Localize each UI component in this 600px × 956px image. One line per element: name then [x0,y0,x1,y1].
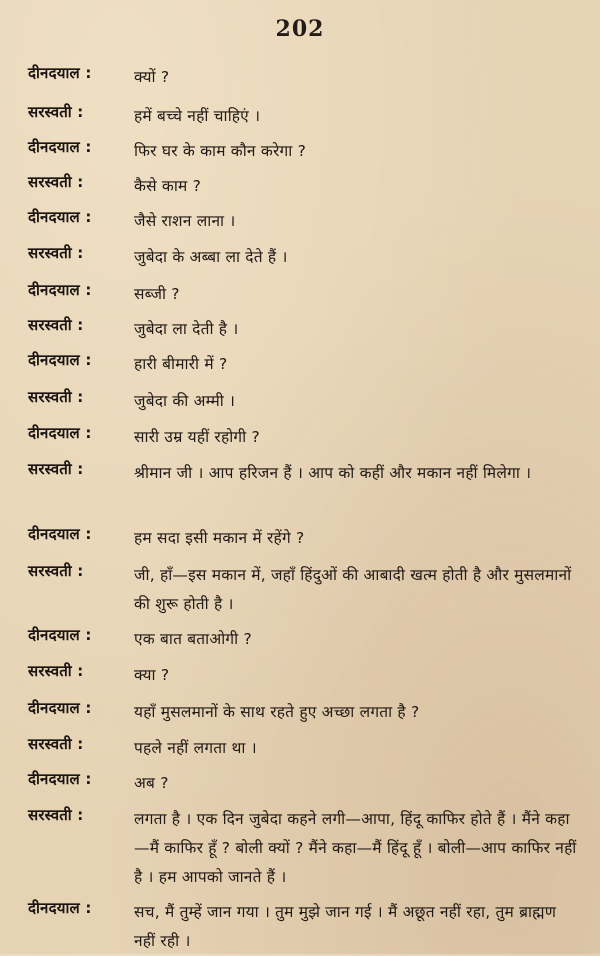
speaker-name: दीनदयाल : [28,626,92,644]
speech-text: लगता है । एक दिन जुबेदा कहने लगी—आपा, हिंदू काफिर होते हैं । मैंने कहा—मैं काफिर हूँ ? बोली क्यों ? मैंने कहा—मैं हिंदू हूँ । बोली—आप काफिर नहीं है । हम आपको जानते हैं । [134,810,577,886]
speaker-name: सरस्वती : [28,103,84,121]
speaker-name: दीनदयाल : [28,699,92,717]
speech-text: हम सदा इसी मकान में रहेंगे ? [134,529,305,547]
speaker-name: दीनदयाल : [28,525,92,543]
speaker-name: दीनदयाल : [28,899,92,917]
speaker-name: दीनदयाल : [28,208,92,226]
speaker-name: दीनदयाल : [28,138,92,156]
speech-text: सच, मैं तुम्हें जान गया । तुम मुझे जान गई । मैं अछूत नहीं रहा, तुम ब्राह्मण नहीं रही । [134,903,557,950]
speech-text: हारी बीमारी में ? [134,355,228,373]
speech-text: जुबेदा ला देती है । [134,320,239,338]
speech-text: सारी उम्र यहीं रहोगी ? [134,428,260,446]
speech-text: फिर घर के काम कौन करेगा ? [134,142,306,160]
speaker-name: सरस्वती : [28,316,84,334]
speaker-name: सरस्वती : [28,562,84,580]
speaker-name: सरस्वती : [28,806,84,824]
speech-text: पहले नहीं लगता था । [134,739,257,757]
speech-text: जैसे राशन लाना । [134,212,236,230]
speaker-name: सरस्वती : [28,173,84,191]
speaker-name: सरस्वती : [28,388,84,406]
speech-text: जी, हाँ—इस मकान में, जहाँ हिंदुओं की आबादी खत्म होती है और मुसलमानों की शुरू होती है । [134,566,572,613]
speaker-name: सरस्वती : [28,244,84,262]
speech-text: जुबेदा की अम्मी । [134,392,236,410]
speaker-name: सरस्वती : [28,662,84,680]
page-number: 202 [275,16,325,42]
speaker-name: सरस्वती : [28,460,84,478]
speech-text: जुबेदा के अब्बा ला देते हैं । [134,248,288,266]
speech-text: क्या ? [134,666,170,684]
speaker-name: दीनदयाल : [28,770,92,788]
speaker-name: सरस्वती : [28,735,84,753]
speaker-name: दीनदयाल : [28,64,92,82]
speech-text: एक बात बताओगी ? [134,630,252,648]
speaker-name: दीनदयाल : [28,424,92,442]
speech-text: श्रीमान जी । आप हरिजन हैं । आप को कहीं और मकान नहीं मिलेगा । [134,464,532,482]
speech-text: कैसे काम ? [134,177,202,195]
speech-text: क्यों ? [134,68,170,86]
speech-text: सब्जी ? [134,285,180,303]
speaker-name: दीनदयाल : [28,351,92,369]
speech-text: अब ? [134,774,169,792]
speech-text: यहाँ मुसलमानों के साथ रहते हुए अच्छा लगता है ? [134,703,420,721]
speaker-name: दीनदयाल : [28,281,92,299]
speech-text: हमें बच्चे नहीं चाहिएं । [134,107,261,125]
